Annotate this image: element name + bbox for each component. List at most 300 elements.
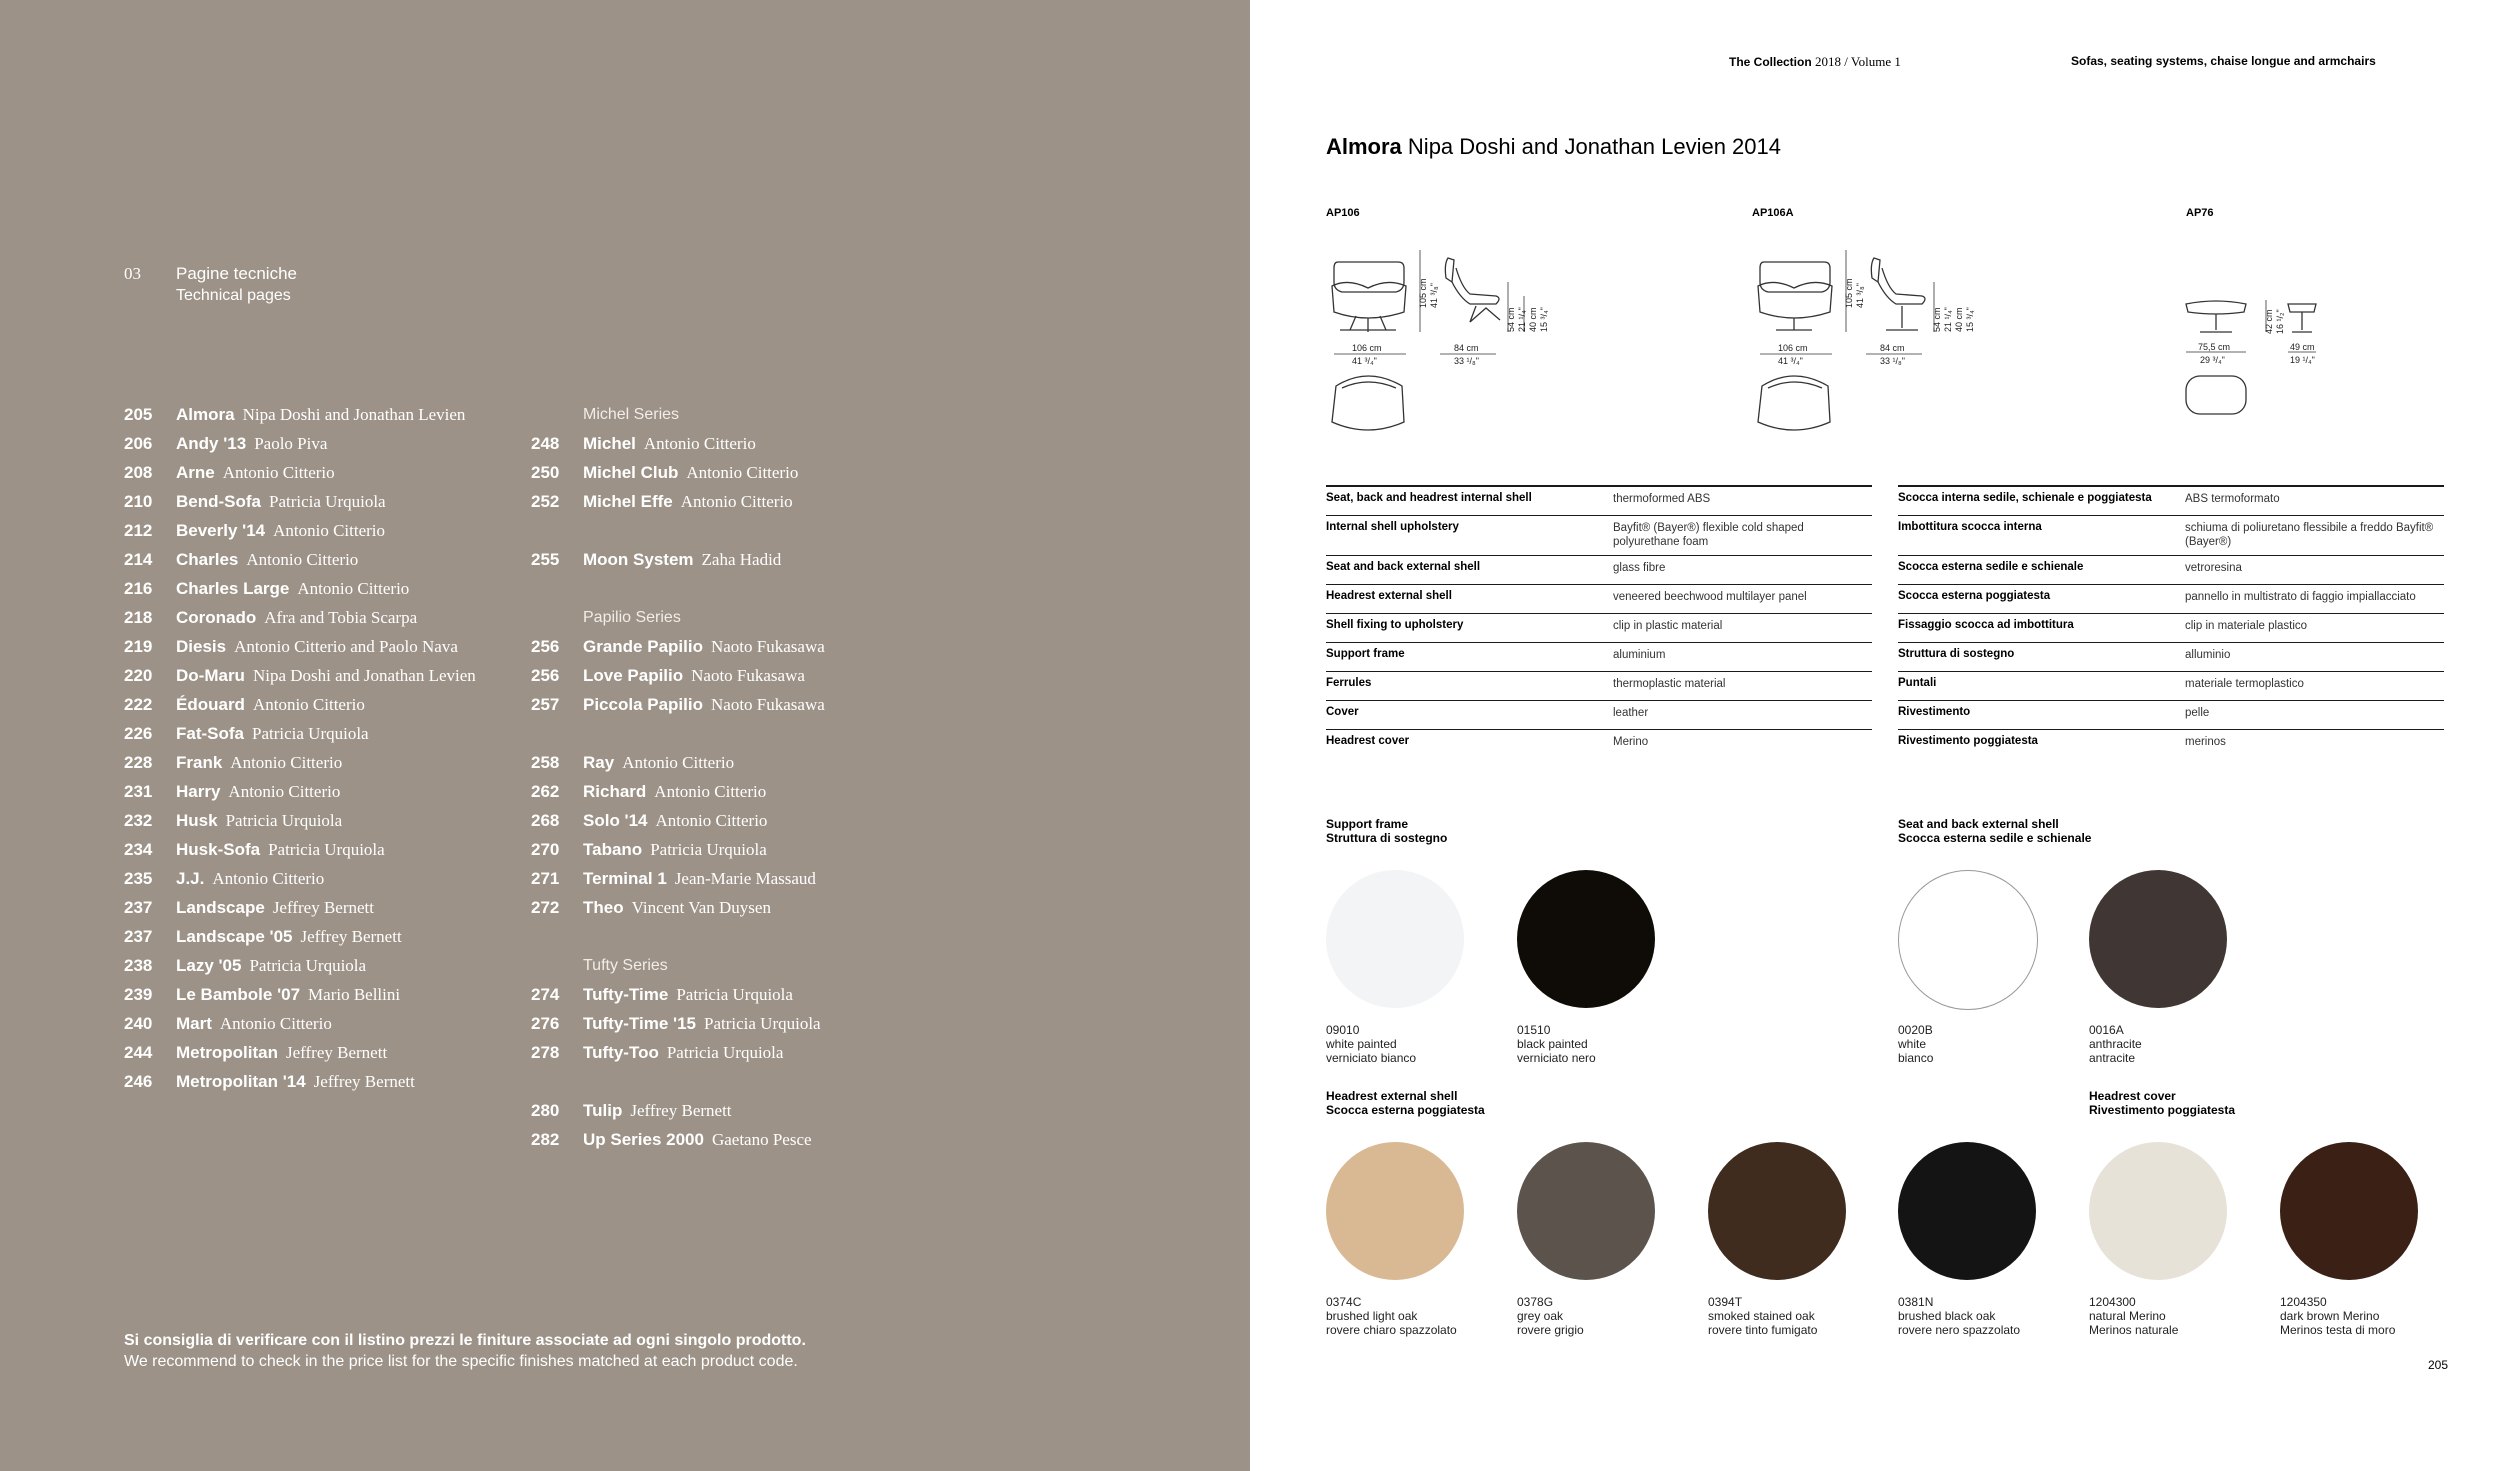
finish-caption-en: brushed black oak bbox=[1898, 1309, 1996, 1323]
index-entry bbox=[531, 1096, 825, 1125]
finish-swatch bbox=[2280, 1142, 2418, 1280]
index-product-name: Diesis bbox=[176, 637, 227, 656]
finish-swatch bbox=[1898, 870, 2038, 1010]
index-product-name: Moon System bbox=[583, 550, 694, 569]
index-entry bbox=[124, 690, 476, 719]
finish-caption bbox=[1517, 1023, 1687, 1065]
index-designer: Jeffrey Bernett bbox=[272, 898, 374, 917]
index-product-name: Tufty-Too bbox=[583, 1043, 659, 1062]
tech-material: clip in plastic material bbox=[1613, 620, 1723, 632]
index-page-number: 235 bbox=[124, 869, 153, 888]
finish-caption-code: 0381N bbox=[1898, 1295, 1934, 1309]
tech-component: Shell fixing to upholstery bbox=[1326, 619, 1464, 631]
index-page-number: 270 bbox=[531, 840, 560, 859]
dim-arm-in: 15 ³/₄" bbox=[1539, 307, 1549, 332]
tech-row bbox=[1898, 642, 2444, 671]
index-page-number: 206 bbox=[124, 434, 153, 453]
index-designer: Afra and Tobia Scarpa bbox=[264, 608, 418, 627]
finish-caption-en: brushed light oak bbox=[1326, 1309, 1418, 1323]
tech-component: Scocca esterna poggiatesta bbox=[1898, 590, 2051, 602]
tech-row bbox=[1898, 485, 2444, 515]
index-page-number: 232 bbox=[124, 811, 153, 830]
index-series-heading: Tufty Series bbox=[583, 957, 668, 974]
tech-row bbox=[1326, 515, 1872, 555]
index-page-number: 248 bbox=[531, 434, 560, 453]
dim-height-cm: 105 cm bbox=[1844, 278, 1854, 308]
index-designer: Antonio Citterio and Paolo Nava bbox=[234, 637, 458, 656]
index-product-name: Piccola Papilio bbox=[583, 695, 703, 714]
index-entry bbox=[531, 748, 825, 777]
finish-swatch bbox=[1326, 1142, 1464, 1280]
finish-caption bbox=[2089, 1023, 2259, 1065]
index-entry bbox=[124, 429, 476, 458]
tech-component: Support frame bbox=[1326, 648, 1405, 660]
tech-material: thermoformed ABS bbox=[1613, 493, 1711, 505]
index-entry bbox=[124, 777, 476, 806]
tech-row bbox=[1898, 555, 2444, 584]
index-designer: Patricia Urquiola bbox=[225, 811, 343, 830]
tech-row bbox=[1326, 584, 1872, 613]
index-product-name: Tufty-Time '15 bbox=[583, 1014, 696, 1033]
index-entry bbox=[531, 632, 825, 661]
collection-year-volume: 2018 / Volume 1 bbox=[1815, 54, 1901, 69]
index-designer: Naoto Fukasawa bbox=[691, 666, 805, 685]
index-designer: Nipa Doshi and Jonathan Levien bbox=[252, 666, 476, 685]
index-page-number: 256 bbox=[531, 637, 560, 656]
tech-material: aluminium bbox=[1613, 649, 1666, 661]
index-page-number: 220 bbox=[124, 666, 153, 685]
running-header-collection bbox=[1729, 54, 1901, 70]
index-product-name: Beverly '14 bbox=[176, 521, 266, 540]
tech-component: Seat, back and headrest internal shell bbox=[1326, 492, 1532, 504]
index-designer: Patricia Urquiola bbox=[650, 840, 767, 859]
tech-material: materiale termoplastico bbox=[2185, 678, 2304, 690]
index-page-number: 278 bbox=[531, 1043, 560, 1062]
note-italian: Si consiglia di verificare con il listino prezzi le finiture associate ad ogni singolo prodotto. bbox=[124, 1332, 806, 1349]
tech-row bbox=[1326, 485, 1872, 515]
finish-caption bbox=[2280, 1295, 2450, 1337]
index-page-number: 234 bbox=[124, 840, 153, 859]
index-page-number: 246 bbox=[124, 1072, 153, 1091]
finish-swatch bbox=[1898, 1142, 2036, 1280]
index-designer: Jeffrey Bernett bbox=[300, 927, 402, 946]
tech-component: Scocca interna sedile, schienale e poggiatesta bbox=[1898, 492, 2152, 504]
index-product-name: Coronado bbox=[176, 608, 257, 627]
armchair-front-view bbox=[1758, 262, 1832, 330]
index-page-number: 239 bbox=[124, 985, 153, 1004]
tech-component: Internal shell upholstery bbox=[1326, 521, 1459, 533]
index-product-name: Love Papilio bbox=[583, 666, 684, 685]
index-page-number: 210 bbox=[124, 492, 153, 511]
code-ap76: AP76 bbox=[2186, 207, 2214, 219]
dim-height-in: 41 ³/₈" bbox=[1429, 283, 1439, 308]
index-product-name: Lazy '05 bbox=[176, 956, 242, 975]
tech-component: Ferrules bbox=[1326, 677, 1372, 689]
finish-swatch bbox=[1326, 870, 1464, 1008]
index-entry bbox=[531, 893, 825, 922]
tech-component: Seat and back external shell bbox=[1326, 561, 1481, 573]
dim-depth-cm: 84 cm bbox=[1454, 343, 1479, 353]
index-designer: Nipa Doshi and Jonathan Levien bbox=[242, 405, 466, 424]
armchair-side-view bbox=[1871, 258, 1925, 330]
finish-swatch bbox=[1708, 1142, 1846, 1280]
dim-width-cm: 106 cm bbox=[1778, 343, 1808, 353]
index-product-name: Michel Effe bbox=[583, 492, 673, 511]
tech-material: leather bbox=[1613, 707, 1649, 719]
index-page-number: 237 bbox=[124, 898, 153, 917]
index-page-number: 205 bbox=[124, 405, 153, 424]
tech-material: alluminio bbox=[2185, 649, 2231, 661]
index-page-number: 240 bbox=[124, 1014, 153, 1033]
drawing-ap76 bbox=[2180, 290, 2340, 440]
index-product-name: Mart bbox=[176, 1014, 212, 1033]
index-page-number: 219 bbox=[124, 637, 153, 656]
tech-row bbox=[1898, 515, 2444, 555]
dim-height-in: 41 ³/₈" bbox=[1855, 283, 1865, 308]
index-page-number: 226 bbox=[124, 724, 153, 743]
dim-height-in: 16 ¹/₂" bbox=[2275, 309, 2285, 334]
dim-depth-cm: 49 cm bbox=[2290, 342, 2315, 352]
finish-caption bbox=[1708, 1295, 1878, 1337]
index-entry bbox=[531, 1009, 825, 1038]
tech-row bbox=[1898, 584, 2444, 613]
index-entry bbox=[531, 1125, 825, 1154]
finish-caption-code: 0374C bbox=[1326, 1295, 1362, 1309]
dim-arm-in: 15 ³/₄" bbox=[1965, 307, 1975, 332]
index-product-name: Arne bbox=[176, 463, 215, 482]
armchair-top-view bbox=[1332, 376, 1404, 430]
finish-title-it: Scocca esterna poggiatesta bbox=[1326, 1103, 1485, 1117]
finish-caption bbox=[1517, 1295, 1687, 1337]
index-entry bbox=[124, 719, 476, 748]
index-product-name: Le Bambole '07 bbox=[176, 985, 301, 1004]
index-product-name: Landscape bbox=[176, 898, 265, 917]
index-spacer bbox=[531, 922, 825, 951]
index-product-name: Grande Papilio bbox=[583, 637, 703, 656]
index-product-name: Solo '14 bbox=[583, 811, 648, 830]
tech-material: vetroresina bbox=[2185, 562, 2242, 574]
index-page-number: 238 bbox=[124, 956, 153, 975]
tech-component: Imbottitura scocca interna bbox=[1898, 521, 2042, 533]
finish-swatch bbox=[1517, 870, 1655, 1008]
index-designer: Antonio Citterio bbox=[222, 463, 335, 482]
index-entry bbox=[124, 1067, 476, 1096]
product-designer: Nipa Doshi and Jonathan Levien 2014 bbox=[1407, 134, 1781, 159]
index-series-heading: Papilio Series bbox=[583, 609, 681, 626]
finish-title-en: Support frame bbox=[1326, 817, 1409, 831]
finish-title-en: Headrest external shell bbox=[1326, 1089, 1458, 1103]
finish-caption-it: rovere nero spazzolato bbox=[1898, 1323, 2021, 1337]
index-entry bbox=[124, 603, 476, 632]
index-page-number: 255 bbox=[531, 550, 560, 569]
index-designer: Antonio Citterio bbox=[680, 492, 793, 511]
finish-caption-en: white bbox=[1898, 1037, 1927, 1051]
page-number: 205 bbox=[2428, 1358, 2449, 1372]
tech-row bbox=[1326, 700, 1872, 729]
index-product-name: Tulip bbox=[583, 1101, 623, 1120]
ottoman-side-view bbox=[2288, 304, 2316, 332]
index-designer: Antonio Citterio bbox=[655, 811, 768, 830]
index-product-name: Terminal 1 bbox=[583, 869, 667, 888]
finish-caption-en: smoked stained oak bbox=[1708, 1309, 1815, 1323]
section-subtitle: Technical pages bbox=[176, 287, 291, 304]
index-entry bbox=[124, 922, 476, 951]
index-product-name: Metropolitan bbox=[176, 1043, 278, 1062]
index-entry bbox=[124, 1038, 476, 1067]
product-name: Almora bbox=[1326, 134, 1402, 159]
code-ap106a: AP106A bbox=[1752, 207, 1794, 219]
armchair-front-view bbox=[1332, 262, 1406, 332]
code-ap106: AP106 bbox=[1326, 207, 1360, 219]
index-page-number: 280 bbox=[531, 1101, 560, 1120]
tech-material: merinos bbox=[2185, 736, 2226, 748]
index-page-number: 252 bbox=[531, 492, 560, 511]
index-product-name: Ray bbox=[583, 753, 615, 772]
index-page-number: 222 bbox=[124, 695, 153, 714]
finish-caption bbox=[1326, 1023, 1496, 1065]
finish-note bbox=[124, 1330, 806, 1372]
finish-title-headrest-shell bbox=[1326, 1089, 1485, 1117]
index-designer: Naoto Fukasawa bbox=[711, 695, 825, 714]
index-entry bbox=[124, 545, 476, 574]
dim-depth-in: 19 ¹/₄" bbox=[2290, 355, 2315, 365]
tech-row bbox=[1898, 700, 2444, 729]
finish-caption-en: dark brown Merino bbox=[2280, 1309, 2380, 1323]
index-column-1 bbox=[124, 400, 476, 1096]
index-designer: Patricia Urquiola bbox=[268, 840, 385, 859]
tech-material: clip in materiale plastico bbox=[2185, 620, 2308, 632]
index-designer: Antonio Citterio bbox=[654, 782, 767, 801]
tech-row bbox=[1326, 642, 1872, 671]
index-product-name: Richard bbox=[583, 782, 647, 801]
index-entry bbox=[124, 864, 476, 893]
finish-caption-en: white painted bbox=[1326, 1037, 1397, 1051]
index-spacer bbox=[531, 574, 825, 603]
finish-caption-en: black painted bbox=[1517, 1037, 1588, 1051]
dim-width-cm: 106 cm bbox=[1352, 343, 1382, 353]
index-product-name: Édouard bbox=[176, 695, 245, 714]
index-page-number: 214 bbox=[124, 550, 153, 569]
drawing-ap106a bbox=[1746, 238, 2016, 443]
index-page-number: 258 bbox=[531, 753, 560, 772]
index-entry bbox=[531, 487, 825, 516]
tech-row bbox=[1898, 613, 2444, 642]
tech-component: Fissaggio scocca ad imbottitura bbox=[1898, 619, 2074, 631]
index-entry bbox=[124, 400, 476, 429]
section-number: 03 bbox=[124, 264, 141, 283]
index-product-name: Tabano bbox=[583, 840, 643, 859]
index-spacer bbox=[531, 1067, 825, 1096]
finish-caption-code: 1204350 bbox=[2280, 1295, 2327, 1309]
index-entry bbox=[531, 980, 825, 1009]
finish-title-it: Rivestimento poggiatesta bbox=[2089, 1103, 2236, 1117]
index-designer: Antonio Citterio bbox=[686, 463, 799, 482]
armchair-side-view bbox=[1445, 258, 1500, 322]
tech-row bbox=[1326, 555, 1872, 584]
index-designer: Gaetano Pesce bbox=[711, 1130, 812, 1149]
index-product-name: Tufty-Time bbox=[583, 985, 669, 1004]
finish-caption-it: bianco bbox=[1898, 1051, 1934, 1065]
index-designer: Jeffrey Bernett bbox=[286, 1043, 388, 1062]
index-designer: Antonio Citterio bbox=[219, 1014, 332, 1033]
index-product-name: Up Series 2000 bbox=[583, 1130, 704, 1149]
index-page-number: 271 bbox=[531, 869, 560, 888]
section-title: Pagine tecniche bbox=[176, 264, 297, 283]
index-designer: Patricia Urquiola bbox=[676, 985, 793, 1004]
finish-caption-code: 0394T bbox=[1708, 1295, 1743, 1309]
tech-component: Headrest cover bbox=[1326, 735, 1410, 747]
dim-depth-in: 33 ¹/₈" bbox=[1880, 356, 1905, 366]
finish-caption-code: 0016A bbox=[2089, 1023, 2124, 1037]
tech-material: thermoplastic material bbox=[1613, 678, 1726, 690]
index-designer: Jeffrey Bernett bbox=[313, 1072, 415, 1091]
finish-title-en: Headrest cover bbox=[2089, 1089, 2176, 1103]
index-designer: Antonio Citterio bbox=[273, 521, 386, 540]
dim-seat-in: 21 ¹/₄" bbox=[1517, 307, 1527, 332]
tech-material: pannello in multistrato di faggio impiallacciato bbox=[2185, 591, 2416, 603]
finish-caption-it: rovere chiaro spazzolato bbox=[1326, 1323, 1457, 1337]
ottoman-front-view bbox=[2186, 301, 2246, 332]
dim-height-cm: 42 cm bbox=[2264, 309, 2274, 334]
index-page-number: 218 bbox=[124, 608, 153, 627]
index-product-name: Husk-Sofa bbox=[176, 840, 261, 859]
tech-row bbox=[1326, 671, 1872, 700]
index-designer: Mario Bellini bbox=[308, 985, 401, 1004]
collection-label: The Collection bbox=[1729, 55, 1812, 69]
index-product-name: Metropolitan '14 bbox=[176, 1072, 306, 1091]
index-entry bbox=[531, 1038, 825, 1067]
tech-component: Rivestimento poggiatesta bbox=[1898, 735, 2038, 747]
tech-material: Bayfit® (Bayer®) flexible cold shaped polyurethane foam bbox=[1613, 522, 1804, 548]
finish-title-en: Seat and back external shell bbox=[1898, 817, 2059, 831]
index-entry bbox=[531, 864, 825, 893]
index-product-name: Landscape '05 bbox=[176, 927, 293, 946]
index-page-number: 256 bbox=[531, 666, 560, 685]
ottoman-top-view bbox=[2186, 376, 2246, 414]
tech-component: Struttura di sostegno bbox=[1898, 648, 2015, 660]
index-product-name: Harry bbox=[176, 782, 221, 801]
tech-material: glass fibre bbox=[1613, 562, 1666, 574]
finish-caption-it: verniciato nero bbox=[1517, 1051, 1596, 1065]
dim-width-cm: 75,5 cm bbox=[2198, 342, 2231, 352]
index-designer: Antonio Citterio bbox=[230, 753, 343, 772]
finish-caption-it: Merinos testa di moro bbox=[2280, 1323, 2396, 1337]
index-product-name: Bend-Sofa bbox=[176, 492, 261, 511]
finish-swatch bbox=[1517, 1142, 1655, 1280]
index-entry bbox=[124, 574, 476, 603]
index-page-number: 262 bbox=[531, 782, 560, 801]
tech-material: Merino bbox=[1613, 736, 1649, 748]
dim-seat-in: 21 ¹/₄" bbox=[1943, 307, 1953, 332]
index-entry bbox=[124, 516, 476, 545]
index-page-number: 282 bbox=[531, 1130, 560, 1149]
index-designer: Antonio Citterio bbox=[246, 550, 359, 569]
index-product-name: Michel bbox=[583, 434, 636, 453]
finish-swatch bbox=[2089, 1142, 2227, 1280]
index-entry bbox=[531, 429, 825, 458]
index-spacer bbox=[531, 516, 825, 545]
finish-caption-it: rovere grigio bbox=[1517, 1323, 1584, 1337]
index-designer: Jeffrey Bernett bbox=[630, 1101, 732, 1120]
tech-table-english bbox=[1326, 485, 1872, 758]
index-page-number: 244 bbox=[124, 1043, 153, 1062]
index-designer: Antonio Citterio bbox=[622, 753, 735, 772]
index-product-name: Andy '13 bbox=[176, 434, 247, 453]
tech-row bbox=[1898, 729, 2444, 758]
index-designer: Antonio Citterio bbox=[297, 579, 410, 598]
index-designer: Vincent Van Duysen bbox=[631, 898, 771, 917]
index-page-number: 231 bbox=[124, 782, 153, 801]
dim-height-cm: 105 cm bbox=[1418, 278, 1428, 308]
index-page-number: 257 bbox=[531, 695, 560, 714]
index-page-number: 272 bbox=[531, 898, 560, 917]
index-column-2 bbox=[531, 400, 825, 1154]
index-product-name: Charles Large bbox=[176, 579, 290, 598]
tech-material: ABS termoformato bbox=[2185, 493, 2280, 505]
index-entry bbox=[531, 661, 825, 690]
index-product-name: Do-Maru bbox=[176, 666, 245, 685]
dim-depth-in: 33 ¹/₈" bbox=[1454, 356, 1479, 366]
finish-caption bbox=[1898, 1023, 2068, 1065]
index-entry bbox=[124, 487, 476, 516]
index-entry bbox=[531, 777, 825, 806]
finish-caption-it: verniciato bianco bbox=[1326, 1051, 1417, 1065]
index-product-name: Charles bbox=[176, 550, 239, 569]
finish-caption-code: 1204300 bbox=[2089, 1295, 2136, 1309]
finish-title-support-frame bbox=[1326, 817, 1447, 845]
index-designer: Patricia Urquiola bbox=[269, 492, 386, 511]
tech-row bbox=[1898, 671, 2444, 700]
finish-caption-en: anthracite bbox=[2089, 1037, 2142, 1051]
finish-caption-code: 0020B bbox=[1898, 1023, 1933, 1037]
index-entry bbox=[124, 661, 476, 690]
tech-material: pelle bbox=[2185, 707, 2210, 719]
finish-caption-it: rovere tinto fumigato bbox=[1708, 1323, 1818, 1337]
index-spacer bbox=[531, 719, 825, 748]
index-product-name: Michel Club bbox=[583, 463, 679, 482]
index-designer: Zaha Hadid bbox=[701, 550, 782, 569]
index-page-number: 212 bbox=[124, 521, 153, 540]
finish-caption bbox=[1326, 1295, 1496, 1337]
dim-seat-cm: 54 cm bbox=[1932, 307, 1942, 332]
finish-title-it: Scocca esterna sedile e schienale bbox=[1898, 831, 2092, 845]
finish-caption-it: Merinos naturale bbox=[2089, 1323, 2179, 1337]
index-product-name: Frank bbox=[176, 753, 223, 772]
index-page-number: 274 bbox=[531, 985, 560, 1004]
index-entry bbox=[531, 835, 825, 864]
dim-width-in: 29 ³/₄" bbox=[2200, 355, 2225, 365]
finish-caption-en: grey oak bbox=[1517, 1309, 1564, 1323]
index-designer: Patricia Urquiola bbox=[249, 956, 367, 975]
index-series-heading: Michel Series bbox=[583, 406, 680, 423]
tech-component: Puntali bbox=[1898, 677, 1937, 689]
index-designer: Jean-Marie Massaud bbox=[674, 869, 816, 888]
index-entry bbox=[124, 806, 476, 835]
finish-caption bbox=[2089, 1295, 2259, 1337]
tech-material: schiuma di poliuretano flessibile a freddo Bayfit® (Bayer®) bbox=[2185, 522, 2434, 548]
finish-caption-code: 0378G bbox=[1517, 1295, 1554, 1309]
index-page-number: 208 bbox=[124, 463, 153, 482]
tech-row bbox=[1326, 613, 1872, 642]
note-english: We recommend to check in the price list for the specific finishes matched at each product code. bbox=[124, 1353, 798, 1370]
dim-seat-cm: 54 cm bbox=[1506, 307, 1516, 332]
product-title bbox=[1326, 134, 1781, 160]
index-entry bbox=[531, 545, 825, 574]
dim-arm-cm: 40 cm bbox=[1954, 307, 1964, 332]
finish-caption-en: natural Merino bbox=[2089, 1309, 2166, 1323]
index-entry bbox=[531, 690, 825, 719]
index-designer: Patricia Urquiola bbox=[252, 724, 369, 743]
